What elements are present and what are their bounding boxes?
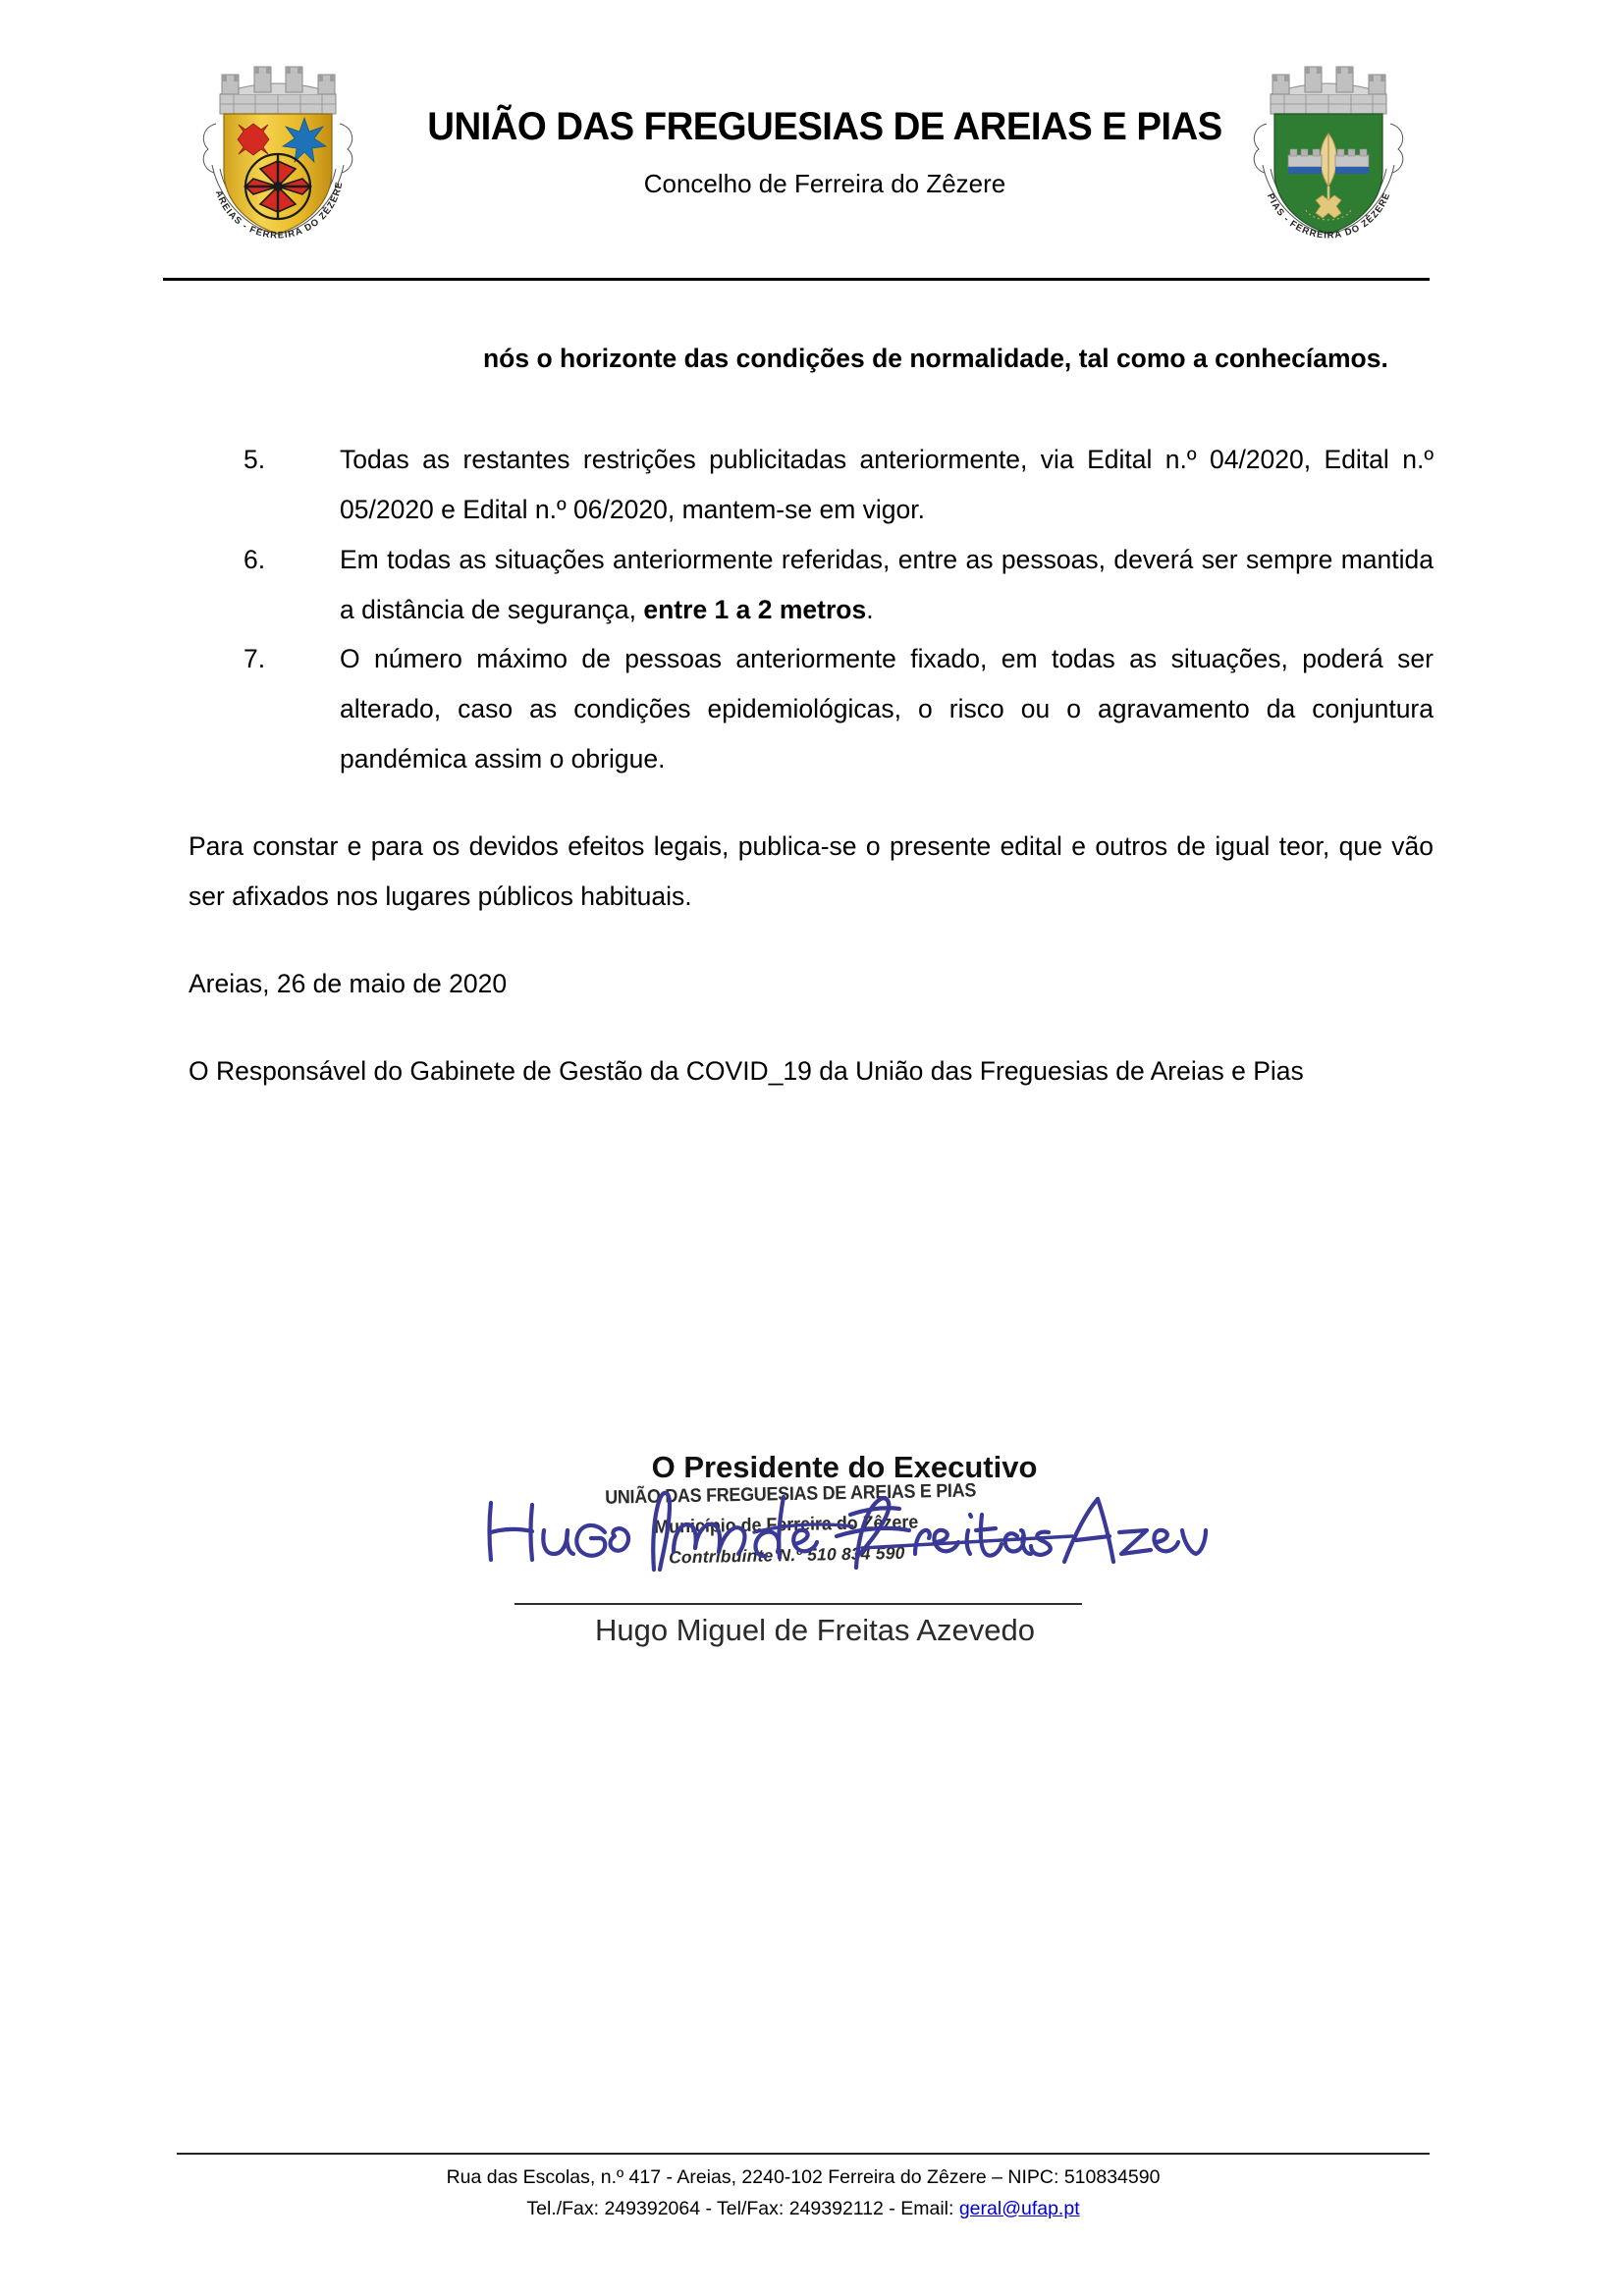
footer-phone-line [177, 2194, 1430, 2225]
pias-coat-of-arms-icon [1245, 47, 1412, 239]
header-title-group [373, 106, 1276, 198]
areias-coat-of-arms-icon [194, 47, 361, 239]
stamp-line-taxpayer-number: Contribuinte N.º 510 834 590 [668, 1542, 905, 1568]
stamp-line-organization: UNIÃO DAS FREGUESIAS DE AREIAS E PIAS [604, 1479, 977, 1509]
clause-6-highlight: entre 1 a 2 metros [643, 594, 867, 624]
closing-paragraph: Para constar e para os devidos efeitos legais, publica-se o presente edital e outros de igual teor, que vão ser afixados nos lugares públicos habituais. [189, 831, 1434, 911]
clause-6-text-before: Em todas as situações anteriormente referidas, entre as pessoas, deverá ser sempre mantida a distância de segurança, [340, 544, 1434, 624]
signature-rule [514, 1603, 1082, 1605]
document-body [189, 334, 1434, 1096]
list-item [244, 634, 1434, 784]
list-item [244, 535, 1434, 635]
responsible-paragraph: O Responsável do Gabinete de Gestão da COVID_19 da União das Freguesias de Areias e Pias [189, 1055, 1304, 1086]
document-footer [0, 2119, 1624, 2296]
footer-divider [177, 2153, 1430, 2155]
footer-email-link[interactable]: geral@ufap.pt [958, 2197, 1080, 2219]
signature-block [471, 1428, 1218, 1674]
svg-text:AREIAS - FERREIRA DO ZÊZERE: AREIAS - FERREIRA DO ZÊZERE [212, 180, 346, 239]
stamp-line-municipality: Município de Ferreira do Zêzere [654, 1512, 919, 1538]
footer-address-line: Rua das Escolas, n.º 417 - Areias, 2240-102 Ferreira do Zêzere – NIPC: 510834590 [446, 2166, 1161, 2188]
footer-contact-info [177, 2163, 1430, 2224]
svg-text:PIAS - FERREIRA DO ZÊZERE: PIAS - FERREIRA DO ZÊZERE [1264, 190, 1393, 239]
clause-6-text-after: . [866, 594, 874, 624]
clause-5-text: Todas as restantes restrições publicitadas anteriormente, via Edital n.º 04/2020, Edital n.º 05/2020 e Edital n.º 06/2020, mantem-se em vigor. [340, 444, 1434, 524]
signatory-name: Hugo Miguel de Freitas Azevedo [594, 1613, 1036, 1647]
organization-title: UNIÃO DAS FREGUESIAS DE AREIAS E PIAS [427, 105, 1222, 148]
organization-subtitle: Concelho de Ferreira do Zêzere [643, 169, 1006, 199]
place-and-date: Areias, 26 de maio de 2020 [189, 968, 508, 998]
numbered-clause-list [189, 435, 1434, 784]
list-item [244, 435, 1434, 535]
official-stamp [589, 1479, 984, 1570]
lead-paragraph: nós o horizonte das condições de normalidade, tal como a conhecíamos. [483, 344, 1388, 373]
signature-title: O Presidente do Executivo [651, 1450, 1038, 1484]
document-header [0, 0, 1624, 294]
footer-phone-text: Tel./Fax: 249392064 - Tel/Fax: 249392112 - Email: [526, 2197, 959, 2219]
header-divider [163, 278, 1430, 281]
clause-7-text: O número máximo de pessoas anteriormente fixado, em todas as situações, poderá ser alterado, caso as condições epidemiológicas, o risco ou o agravamento da conjuntura pandémica assim o obrigue. [340, 644, 1434, 774]
